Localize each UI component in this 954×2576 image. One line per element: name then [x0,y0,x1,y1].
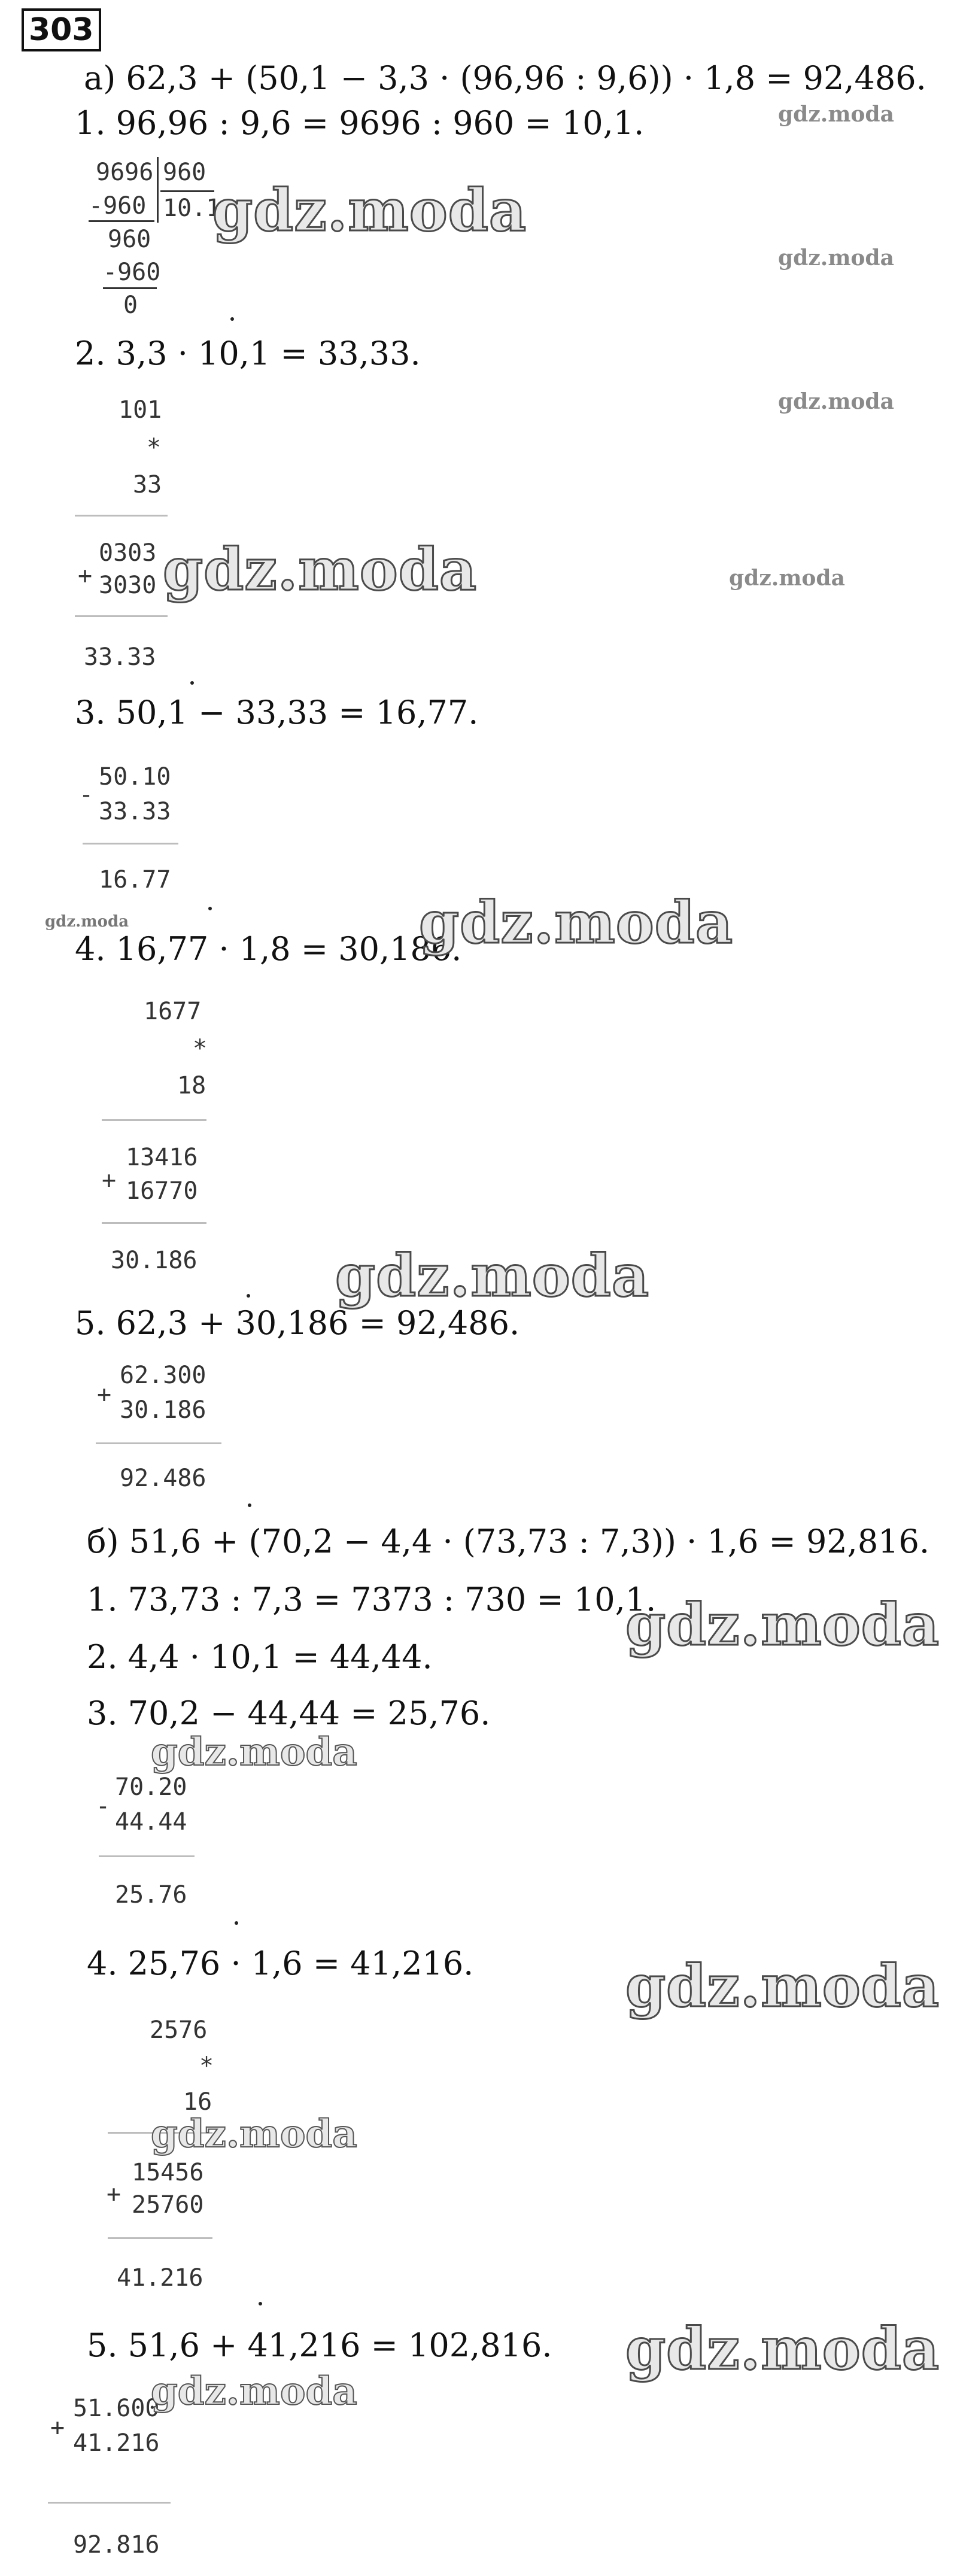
mult-a2-sign: * [193,1035,208,1062]
part-b-step2: 2. 4,4 · 10,1 = 44,44. [87,1638,433,1676]
mult-a2-result: 30.186 [111,1247,198,1274]
sub-b-sign: - [96,1793,111,1820]
watermark-logo: gdz.moda [625,1591,940,1658]
watermark-logo: gdz.moda [335,1242,650,1310]
dot-mark [208,907,212,910]
part-a-step2: 2. 3,3 · 10,1 = 33,33. [75,335,421,372]
add-a-bottom: 30.186 [120,1396,206,1424]
sub-a-top: 50.10 [99,763,171,791]
mult-a2-plus: + [102,1167,117,1194]
watermark-logo: gdz.moda [151,2112,357,2156]
dot-mark [248,1503,251,1507]
mult-b-plus: + [107,2180,121,2208]
mult-a2-bottom: 18 [177,1072,206,1099]
mult-b-top: 2576 [150,2016,208,2044]
add-a-top: 62.300 [120,1362,206,1389]
division-dividend: 9696 [96,159,154,186]
dot-mark [230,317,234,321]
watermark-logo: gdz.moda [729,566,845,591]
mult-b-p1: 15456 [132,2159,204,2186]
part-b-step4: 4. 25,76 · 1,6 = 41,216. [87,1945,474,1982]
mult-a2-p1: 13416 [126,1144,198,1171]
watermark-logo: gdz.moda [625,2315,940,2383]
mult-a2-top: 1677 [144,998,202,1025]
mult-a2-line2 [102,1222,206,1224]
part-b-expression: б) 51,6 + (70,2 − 4,4 · (73,73 : 7,3)) · 1,6 = 92,816. [87,1523,930,1560]
mult-b-line2 [108,2237,212,2239]
mult-a2-line1 [102,1119,206,1121]
part-b-step3: 3. 70,2 − 44,44 = 25,76. [87,1694,491,1732]
division-sub2: -960 [103,259,161,286]
part-a-expression: а) 62,3 + (50,1 − 3,3 · (96,96 : 9,6)) · 1,8 = 92,486. [84,59,926,97]
mult-a1-result: 33.33 [84,643,156,671]
part-a-step3: 3. 50,1 − 33,33 = 16,77. [75,694,479,731]
watermark-logo: gdz.moda [778,245,894,271]
division-bar [157,157,159,223]
watermark-logo: gdz.moda [163,536,478,603]
mult-b-p2: 25760 [132,2191,204,2219]
division-quotient: 10.1 [163,195,221,222]
add-b-line [48,2502,171,2504]
sub-b-result: 25.76 [115,1881,187,1909]
mult-a1-bottom: 33 [133,471,162,499]
mult-b-result: 41.216 [117,2264,203,2292]
watermark-logo: gdz.moda [151,1730,357,1775]
mult-a2-p2: 16770 [126,1177,198,1205]
watermark-logo: gdz.moda [419,889,734,956]
mult-a1-top: 101 [119,396,162,424]
add-a-line [96,1442,221,1444]
mult-a1-p2: 3030 [99,572,157,599]
sub-a-result: 16.77 [99,866,171,894]
sub-b-bottom: 44.44 [115,1808,187,1836]
watermark-logo: gdz.moda [151,2369,357,2414]
mult-a1-line2 [75,615,168,617]
watermark-logo: gdz.moda [212,177,527,244]
add-b-result: 92.816 [73,2531,160,2559]
add-b-sign: + [50,2414,65,2441]
task-number: 303 [22,8,101,51]
part-a-step1: 1. 96,96 : 9,6 = 9696 : 960 = 10,1. [75,104,645,142]
watermark-logo: gdz.moda [625,1952,940,2020]
watermark-logo: gdz.moda [778,389,894,414]
sub-a-bottom: 33.33 [99,798,171,825]
dot-mark [259,2302,262,2305]
dot-mark [235,1921,238,1925]
sub-b-line [99,1855,195,1857]
part-b-step5: 5. 51,6 + 41,216 = 102,816. [87,2326,552,2364]
division-rem1: 960 [108,226,151,253]
sub-b-top: 70.20 [115,1773,187,1801]
sub-a-line [83,843,178,845]
add-a-result: 92.486 [120,1465,206,1492]
mult-b-sign: * [199,2052,214,2080]
sub-a-sign: - [79,781,94,809]
mult-a1-line1 [75,515,168,517]
watermark-logo: gdz.moda [45,913,129,931]
add-b-top: 51.600 [73,2395,160,2422]
division-sub1: -960 [89,192,147,220]
mult-b-bottom: 16 [183,2088,212,2116]
division-divisor: 960 [163,159,206,186]
mult-a1-sign: * [147,434,162,461]
division-rem2: 0 [123,291,138,319]
dot-mark [247,1294,250,1298]
add-a-sign: + [97,1381,112,1408]
dot-mark [190,681,194,685]
part-b-step1: 1. 73,73 : 7,3 = 7373 : 730 = 10,1. [87,1581,657,1618]
watermark-logo: gdz.moda [778,102,894,127]
part-a-step4: 4. 16,77 · 1,8 = 30,186. [75,930,462,968]
mult-a1-p1: 0303 [99,539,157,567]
mult-a1-plus: + [78,562,93,590]
part-a-step5: 5. 62,3 + 30,186 = 92,486. [75,1304,520,1342]
add-b-bottom: 41.216 [73,2429,160,2457]
